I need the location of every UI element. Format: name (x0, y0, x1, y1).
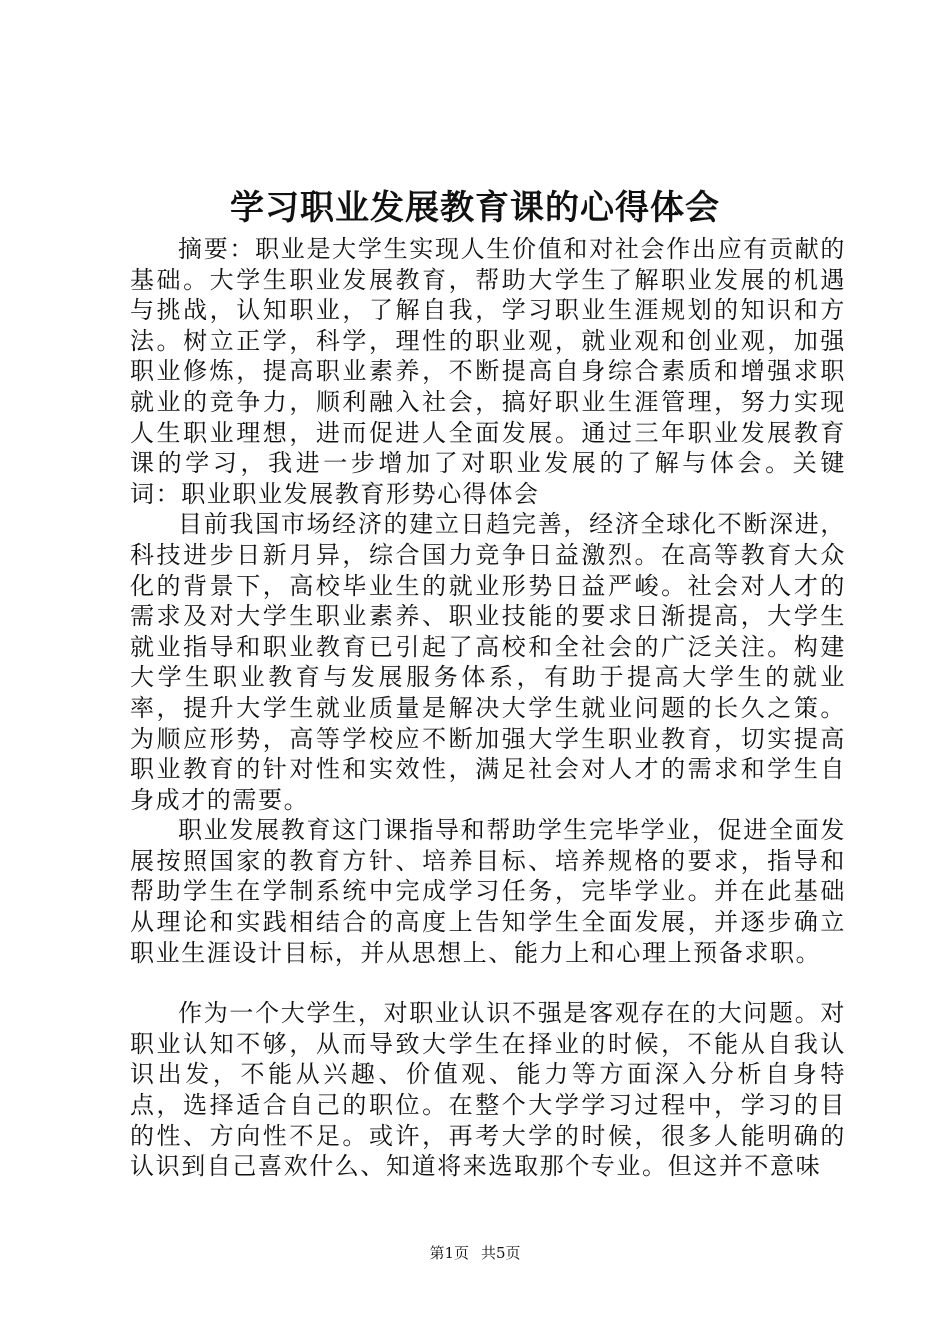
page-total: 共5页 (481, 1244, 521, 1262)
body-paragraph: 作为一个大学生，对职业认识不强是客观存在的大问题。对职业认知不够，从而导致大学生在择业的时候，不能从自我认识出发，不能从兴趣、价值观、能力等方面深入分析自身特点，选择适合自己的职位。在整个大学学习过程中，学习的目的性、方向性不足。或许，再考大学的时候，很多人能明确的认识到自己喜欢什么、知道将来选取那个专业。但这并不意味 (130, 999, 846, 1181)
page-footer (0, 1243, 950, 1263)
abstract-paragraph: 摘要：职业是大学生实现人生价值和对社会作出应有贡献的基础。大学生职业发展教育，帮助大学生了解职业发展的机遇与挑战，认知职业，了解自我，学习职业生涯规划的知识和方法。树立正学，科学，理性的职业观，就业观和创业观，加强职业修炼，提高职业素养，不断提高自身综合素质和增强求职就业的竞争力，顺利融入社会，搞好职业生涯管理，努力实现人生职业理想，进而促进人全面发展。通过三年职业发展教育课的学习，我进一步增加了对职业发展的了解与体会。关键词：职业职业发展教育形势心得体会 (130, 235, 846, 508)
page-title: 学习职业发展教育课的心得体会 (230, 188, 720, 228)
document-body (130, 234, 846, 1182)
body-paragraph: 职业发展教育这门课指导和帮助学生完毕学业，促进全面发展按照国家的教育方针、培养目标、培养规格的要求，指导和帮助学生在学制系统中完成学习任务，完毕学业。并在此基础从理论和实践相结合的高度上告知学生全面发展，并逐步确立职业生涯设计目标，并从思想上、能力上和心理上预备求职。 (130, 816, 846, 967)
body-paragraph: 目前我国市场经济的建立日趋完善，经济全球化不断深进，科技进步日新月异，综合国力竞争日益激烈。在高等教育大众化的背景下，高校毕业生的就业形势日益严峻。社会对人才的需求及对大学生职业素养、职业技能的要求日渐提高，大学生就业指导和职业教育已引起了高校和全社会的广泛关注。构建大学生职业教育与发展服务体系，有助于提高大学生的就业率，提升大学生就业质量是解决大学生就业问题的长久之策。为顺应形势，高等学校应不断加强大学生职业教育，切实提高职业教育的针对性和实效性，满足社会对人才的需求和学生自身成才的需要。 (130, 510, 846, 814)
page-number: 第1页 (429, 1244, 469, 1262)
